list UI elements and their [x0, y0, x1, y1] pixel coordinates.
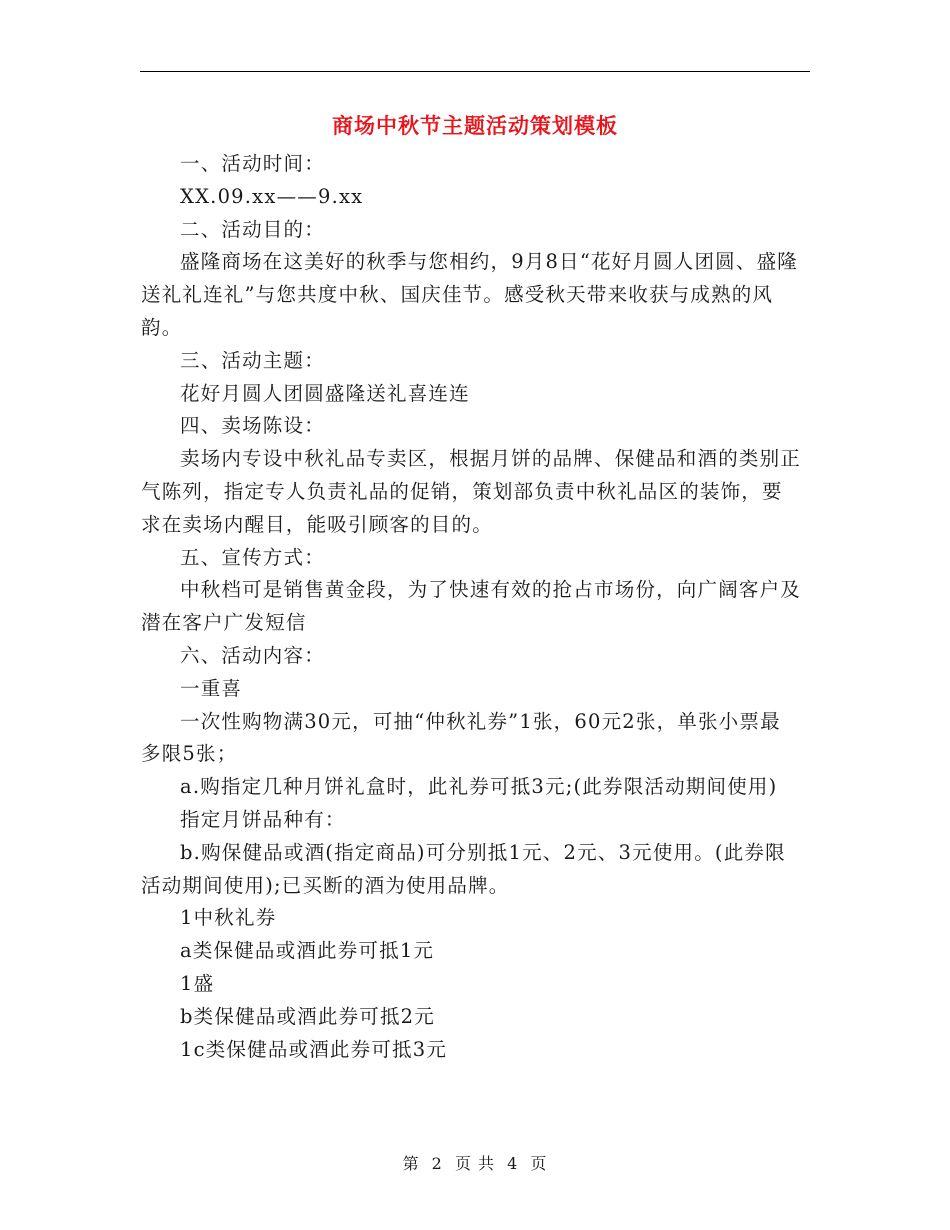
- footer-middle: 页 共: [454, 1154, 496, 1173]
- paragraph-promotion: 中秋档可是销售黄金段，为了快速有效的抢占市场份，向广阔客户及潜在客户广发短信: [141, 578, 802, 635]
- paragraph-content-4: 指定月饼品种有：: [180, 807, 346, 831]
- paragraph-theme: 花好月圆人团圆盛隆送礼喜连连: [180, 381, 470, 405]
- paragraph-content-1: 一重喜: [180, 676, 243, 700]
- footer-suffix: 页: [530, 1154, 548, 1173]
- footer-prefix: 第: [402, 1154, 420, 1173]
- section-heading-promotion: 五、宣传方式：: [180, 545, 325, 569]
- document-title: 商场中秋节主题活动策划模板: [332, 113, 618, 138]
- paragraph-content-5: b.购保健品或酒(指定商品)可分别抵1元、2元、3元使用。(此券限活动期间使用);已买断的酒为使用品牌。: [141, 840, 786, 897]
- section-heading-theme: 三、活动主题：: [180, 348, 325, 372]
- paragraph-content-9: b类保健品或酒此券可抵2元: [180, 1004, 435, 1028]
- paragraph-content-6: 1中秋礼券: [180, 906, 277, 930]
- footer-total-pages: 4: [507, 1154, 519, 1173]
- header-rule: [140, 71, 810, 72]
- section-heading-purpose: 二、活动目的：: [180, 217, 325, 241]
- paragraph-content-10: 1c类保健品或酒此券可抵3元: [180, 1037, 448, 1061]
- paragraph-display: 卖场内专设中秋礼品专卖区，根据月饼的品牌、保健品和酒的类别正气陈列，指定专人负责礼品的促销，策划部负责中秋礼品区的装饰，要求在卖场内醒目，能吸引顾客的目的。: [141, 447, 802, 536]
- section-heading-content: 六、活动内容：: [180, 643, 325, 667]
- paragraph-time-value: XX.09.xx——9.xx: [180, 184, 364, 208]
- page-footer: [0, 1152, 950, 1176]
- section-heading-time: 一、活动时间：: [180, 152, 325, 175]
- paragraph-content-7: a类保健品或酒此券可抵1元: [180, 939, 435, 963]
- section-heading-display: 四、卖场陈设：: [180, 414, 325, 438]
- paragraph-content-8: 1盛: [180, 971, 215, 995]
- paragraph-purpose: 盛隆商场在这美好的秋季与您相约，9月8日“花好月圆人团圆、盛隆送礼礼连礼”与您共度中秋、国庆佳节。感受秋天带来收获与成熟的风韵。: [141, 250, 798, 339]
- document-body: [141, 148, 801, 1066]
- footer-current-page: 2: [431, 1154, 443, 1173]
- paragraph-content-3: a.购指定几种月饼礼盒时，此礼券可抵3元;(此券限活动期间使用): [180, 775, 778, 799]
- paragraph-content-2: 一次性购物满30元，可抽“仲秋礼券”1张，60元2张，单张小票最多限5张；: [141, 709, 781, 766]
